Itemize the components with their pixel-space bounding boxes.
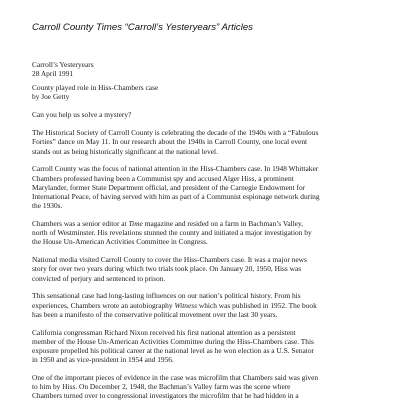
paragraph-line: exposure propelled his political career at the national level as he won election as a U.S. Senator: [32, 346, 314, 356]
paragraph-text: Chambers was a senior editor at: [32, 219, 129, 229]
paragraph-line: the House Un-American Activities Committee in Congress.: [32, 237, 208, 247]
paragraph-line: Chambers turned over to congressional investigators the microfilm that he had hidden in a: [32, 391, 299, 400]
article-meta: [32, 60, 370, 78]
paragraph-line: story for over two years during which two trials took place. On January 20, 1950, Hiss was: [32, 264, 302, 274]
paragraph-4: [32, 255, 370, 283]
paragraph-line: convicted of perjury and sentenced to prison.: [32, 273, 166, 283]
article-body: [32, 60, 370, 400]
paragraph-line: California congressman Richard Nixon received his first national attention as a persistent: [32, 327, 296, 337]
paragraph-line: has been a manifesto of the conservative political movement over the last 30 years.: [32, 309, 278, 319]
paragraph-line: in 1950 and as vice-president in 1954 and 1956.: [32, 355, 174, 365]
paragraph-1: [32, 128, 370, 156]
paragraph-line: National media visited Carroll County to cover the Hiss-Chambers case. It was a major news: [32, 255, 307, 265]
paragraph-line: Marylander, former State Department official, and president of the Carnegie Endowment for: [32, 182, 306, 192]
magazine-title: Time: [128, 219, 143, 229]
paragraph-line: International Peace, of having served with him as part of a Communist espionage network during: [32, 192, 320, 202]
paragraph-line: [32, 301, 370, 310]
document-header-title: Carroll County Times “Carroll’s Yesteryears” Articles: [32, 22, 253, 33]
article-heading: [32, 83, 370, 101]
paragraph-line: Forties” dance on May 11. In our research about the 1940s in Carroll County, one local event: [32, 137, 308, 147]
book-title: Witness: [174, 300, 198, 310]
article-headline: County played role in Hiss-Chambers case: [32, 83, 159, 92]
intro-line: Can you help us solve a mystery?: [32, 110, 132, 120]
paragraph-line: One of the important pieces of evidence in the case was microfilm that Chambers said was given: [32, 373, 319, 383]
paragraph-6: [32, 328, 370, 365]
paragraph-text: magazine and resided on a farm in Bachman’s Valley,: [142, 219, 304, 229]
paragraph-2: [32, 164, 370, 210]
paragraph-line: stands out as being historically significant at the national level.: [32, 146, 218, 156]
paragraph-line: This sensational case had long-lasting influences on our nation’s political history. From his: [32, 291, 301, 301]
paragraph-line: the 1930s.: [32, 201, 63, 211]
paragraph-text: which was published in 1952. The book: [197, 300, 317, 310]
article-byline: by Joe Getty: [32, 92, 70, 102]
paragraph-line: Chambers professed having been a Communist spy and accused Alger Hiss, a prominent: [32, 173, 294, 183]
paragraph-5: [32, 291, 370, 319]
article-date: 28 April 1991: [32, 69, 74, 79]
paragraph-line: Carroll County was the focus of national attention in the Hiss-Chambers case. In 1948 Whittaker: [32, 164, 319, 174]
paragraph-3: [32, 219, 370, 247]
paragraph-line: [32, 219, 370, 228]
article-intro: [32, 110, 370, 119]
column-name: Carroll’s Yesteryears: [32, 60, 94, 69]
paragraph-line: north of Westminster. His revelations stunned the county and initiated a major investigation by: [32, 228, 312, 238]
paragraph-line: member of the House Un-American Activities Committee during the Hiss-Chambers case. This: [32, 336, 314, 346]
paragraph-text: experiences, Chambers wrote an autobiography: [32, 300, 175, 310]
paragraph-line: to him by Hiss. On December 2, 1948, the Bachman’s Valley farm was the scene where: [32, 382, 291, 392]
paragraph-line: The Historical Society of Carroll County is celebrating the decade of the 1940s with a “Fabulous: [32, 128, 319, 138]
paragraph-7: [32, 373, 370, 400]
